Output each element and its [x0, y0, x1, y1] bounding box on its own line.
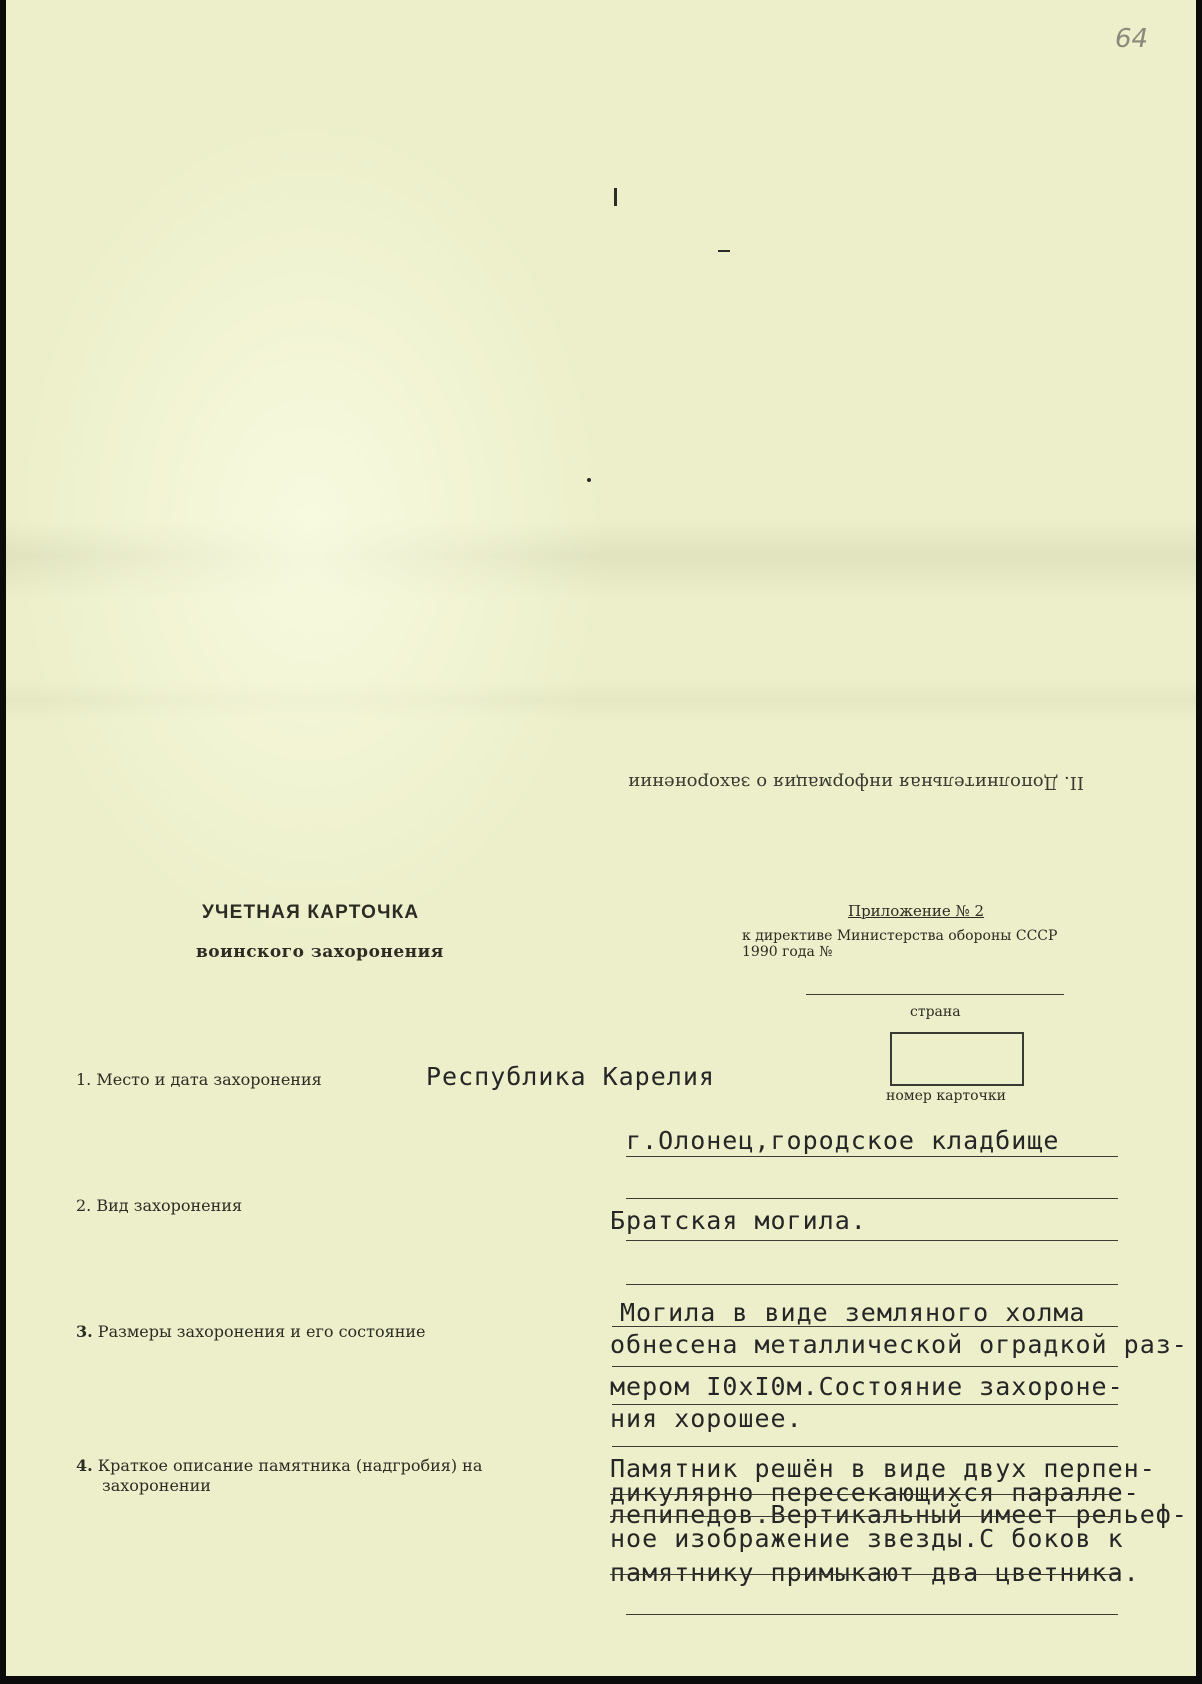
field-3-value-line-1: Могила в виде земляного холма — [620, 1298, 1086, 1327]
card-number-box — [890, 1032, 1024, 1086]
field-4-label-line-2: захоронении — [102, 1476, 211, 1495]
field-3-underline-4 — [612, 1446, 1118, 1447]
field-2-underline-2 — [626, 1284, 1118, 1285]
scan-speck — [614, 188, 617, 206]
appendix-label: Приложение № 2 — [848, 902, 985, 920]
field-1-number: 1. — [76, 1070, 92, 1089]
field-4-number: 4. — [76, 1456, 93, 1475]
field-2-number: 2. — [76, 1196, 92, 1215]
card-number-label: номер карточки — [886, 1088, 1006, 1104]
scan-border-right — [1196, 0, 1202, 1684]
field-3-value-line-3: мером I0xI0м.Состояние захороне- — [610, 1372, 1124, 1401]
field-4-value-line-5: памятнику примыкают два цветника. — [610, 1558, 1140, 1587]
field-2-value-line-1: Братская могила. — [610, 1206, 867, 1235]
field-2-label — [76, 1196, 242, 1215]
country-line — [806, 994, 1064, 995]
field-3-label — [76, 1322, 426, 1341]
reverse-side-heading: II. Дополнительная информация о захоронении — [628, 772, 1084, 793]
field-2-underline — [626, 1240, 1118, 1241]
directive-line-2: 1990 года № — [742, 944, 833, 960]
country-label: страна — [910, 1004, 961, 1020]
card-subtitle: воинского захоронения — [196, 942, 444, 962]
field-4-value-line-2: дикулярно пересекающихся паралле- — [610, 1478, 1140, 1507]
scan-border-bottom — [0, 1676, 1202, 1684]
scan-speck — [718, 250, 730, 252]
scan-speck — [587, 478, 591, 482]
field-4-text: Краткое описание памятника (надгробия) на — [97, 1456, 483, 1475]
field-3-value-line-4: ния хорошее. — [610, 1404, 803, 1433]
field-3-text: Размеры захоронения и его состояние — [97, 1322, 426, 1341]
field-1-underline — [626, 1156, 1118, 1157]
field-3-underline-2 — [612, 1366, 1118, 1367]
field-4-underline-3 — [610, 1574, 1118, 1575]
field-3-number: 3. — [76, 1322, 93, 1341]
directive-line-1: к директиве Министерства обороны СССР — [742, 928, 1058, 944]
field-4-underline-1 — [610, 1494, 1118, 1495]
card-title: УЧЕТНАЯ КАРТОЧКА — [202, 902, 420, 923]
field-4-value-line-4: ное изображение звезды.С боков к — [610, 1524, 1124, 1553]
field-1-underline-2 — [626, 1198, 1118, 1199]
field-1-text: Место и дата захоронения — [96, 1070, 322, 1089]
field-3-value-line-2: обнесена металлической оградкой раз- — [610, 1330, 1188, 1359]
field-2-text: Вид захоронения — [96, 1196, 243, 1215]
scan-border-left — [0, 0, 6, 1684]
field-4-value-line-3: лепипедов.Вертикальный имеет рельеф- — [610, 1500, 1188, 1529]
field-1-label — [76, 1070, 322, 1089]
field-4-underline-4 — [626, 1614, 1118, 1615]
field-4-label — [76, 1456, 482, 1475]
field-1-value-line-1: Республика Карелия — [426, 1062, 715, 1091]
field-4-value-line-1: Памятник решён в виде двух перпен- — [610, 1454, 1156, 1483]
field-4-underline-2 — [610, 1516, 1118, 1517]
page-number: 64 — [1115, 24, 1149, 54]
field-1-value-line-2: г.Олонец,городское кладбище — [626, 1126, 1060, 1155]
field-3-underline-1 — [612, 1326, 1118, 1327]
